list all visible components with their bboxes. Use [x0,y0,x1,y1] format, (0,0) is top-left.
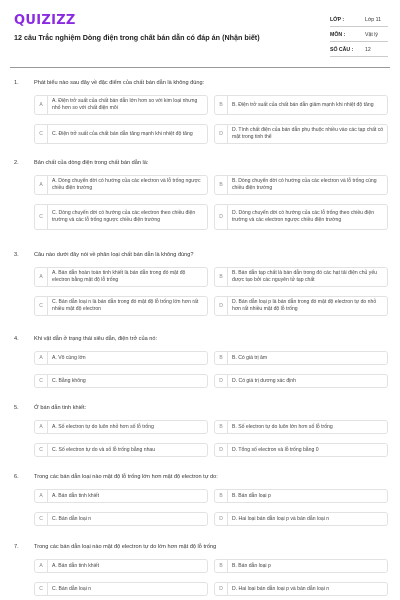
option-b[interactable] [214,175,388,195]
option-letter: B [215,96,228,114]
option-b[interactable] [214,489,388,503]
option-a[interactable] [34,420,208,434]
option-d[interactable] [214,296,388,316]
option-c[interactable] [34,296,208,316]
option-letter: C [35,513,48,525]
question-text: Khi vật dẫn ở trạng thái siêu dẫn, điện trở của nó: [34,336,158,342]
option-text: A. Bán dẫn tinh khiết [52,492,100,499]
option-d[interactable] [214,512,388,526]
option-letter: C [35,375,48,387]
option-text: A. Bán dẫn hoàn toàn tinh khiết là bán dẫn trong đó mật độ electron bằng mật độ lỗ trống [52,270,186,283]
option-b[interactable] [214,559,388,573]
meta-subject-label: MÔN : [330,32,346,38]
option-c[interactable] [34,374,208,388]
option-text: D. Hai loại bán dẫn loại p và bán dẫn loại n [232,585,330,592]
option-letter: C [35,444,48,456]
question-number: 1. [14,80,19,86]
option-text: D. Hai loại bán dẫn loại p và bán dẫn loại n [232,515,330,522]
meta-count-value: 12 [365,47,371,53]
option-letter: D [215,297,228,315]
option-d[interactable] [214,204,388,230]
option-c[interactable] [34,204,208,230]
option-text: A. Số electron tự do luôn nhỏ hơn số lỗ trống [52,423,154,430]
option-b[interactable] [214,420,388,434]
option-text: B. Dòng chuyển dời có hướng của các electron và lỗ trống cùng chiều điện trường [232,178,377,191]
option-b[interactable] [214,351,388,365]
option-c[interactable] [34,512,208,526]
option-c[interactable] [34,582,208,596]
option-letter: B [215,352,228,364]
option-a[interactable] [34,489,208,503]
option-c[interactable] [34,443,208,457]
option-text: C. Bán dẫn loại n [52,515,92,522]
option-letter: B [215,421,228,433]
option-d[interactable] [214,443,388,457]
option-text: A. Dòng chuyển dời có hướng của các electron và lỗ trống ngược chiều điện trường [52,178,201,191]
option-letter: A [35,96,48,114]
meta-question-count [330,44,388,57]
option-letter: D [215,375,228,387]
worksheet-header [0,0,400,66]
option-text: D. Tính chất điện của bán dẫn phụ thuộc nhiều vào các tạp chất có mặt trong tinh thể [232,127,384,140]
question-number: 7. [14,544,19,550]
meta-subject-value: Vật lý [365,32,378,38]
option-text: C. Bằng không [52,377,86,384]
option-letter: D [215,513,228,525]
option-d[interactable] [214,374,388,388]
option-a[interactable] [34,267,208,287]
meta-grade [330,14,388,27]
option-text: B. Số electron tự do luôn lớn hơn số lỗ trống [232,423,333,430]
question-number: 6. [14,474,19,480]
question-number: 4. [14,336,19,342]
option-text: C. Bán dẫn loại n là bán dẫn trong đó mật độ lỗ trống lớn hơn rất nhiều mật độ electron [52,299,199,312]
question-number: 5. [14,405,19,411]
option-letter: A [35,352,48,364]
option-letter: C [35,125,48,143]
option-letter: C [35,297,48,315]
option-letter: B [215,176,228,194]
option-text: C. Bán dẫn loại n [52,585,92,592]
header-divider [10,67,390,68]
question-text: Trong các bán dẫn loại nào mật độ lỗ trống lớn hơn mật độ electron tự do: [34,474,218,480]
option-text: B. Có giá trị âm [232,354,268,361]
option-text: D. Dòng chuyển dời có hướng của các lỗ trống theo chiều điện trường và các electron ngược chiều điện trường [232,210,375,223]
option-text: D. Có giá trị dương xác định [232,377,296,384]
meta-count-label: SỐ CÂU : [330,47,354,53]
option-text: C. Dòng chuyển dời có hướng của các electron theo chiều điện trường và các lỗ trống ngược chiều điện trường [52,210,196,223]
option-text: B. Bán dẫn loại p [232,492,271,499]
option-letter: D [215,583,228,595]
option-b[interactable] [214,95,388,115]
option-letter: B [215,268,228,286]
question-number: 2. [14,160,19,166]
question-number: 3. [14,252,19,258]
option-a[interactable] [34,351,208,365]
option-letter: A [35,176,48,194]
question-text: Trong các bán dẫn loại nào mật độ electron tự do lớn hơn mật độ lỗ trống [34,544,217,550]
question-text: Ở bán dẫn tinh khiết: [34,405,87,411]
option-letter: C [35,583,48,595]
option-letter: A [35,560,48,572]
option-b[interactable] [214,267,388,287]
option-d[interactable] [214,124,388,144]
option-text: C. Số electron tự do và số lỗ trống bằng nhau [52,446,156,453]
option-letter: A [35,421,48,433]
option-letter: A [35,490,48,502]
option-letter: A [35,268,48,286]
question-text: Bản chất của dòng điện trong chất bán dẫn là: [34,160,149,166]
worksheet-title: 12 câu Trắc nghiệm Dòng điện trong chất bán dẫn có đáp án (Nhận biết) [14,33,260,42]
option-text: A. Bán dẫn tinh khiết [52,562,100,569]
option-letter: D [215,205,228,229]
question-text: Câu nào dưới đây nói về phân loại chất bán dẫn là không đúng? [34,252,194,258]
question-text: Phát biểu nào sau đây về đặc điểm của chất bán dẫn là không đúng: [34,80,205,86]
option-letter: B [215,490,228,502]
option-a[interactable] [34,175,208,195]
quizizz-logo: QUIZIZZ [14,13,76,28]
option-text: B. Bán dẫn tạp chất là bán dẫn trong đó các hạt tải điện chủ yếu được tạo bởi các nguyên tử tạp chất [232,270,377,283]
option-text: A. Vô cùng lớn [52,354,86,361]
option-letter: C [35,205,48,229]
option-a[interactable] [34,95,208,115]
meta-grade-label: LỚP : [330,17,345,23]
option-text: A. Điện trở suất của chất bán dẫn lớn hơn so với kim loại nhưng nhỏ hơn so với chất điện môi [52,98,198,111]
option-text: C. Điện trở suất của chất bán dẫn tăng mạnh khi nhiệt độ tăng [52,130,193,137]
option-text: B. Bán dẫn loại p [232,562,271,569]
option-text: D. Tổng số electron và lỗ trống bằng 0 [232,446,319,453]
option-text: B. Điện trở suất của chất bán dẫn giảm mạnh khi nhiệt độ tăng [232,101,374,108]
meta-grade-value: Lớp 11 [365,17,381,23]
option-letter: D [215,125,228,143]
option-letter: B [215,560,228,572]
option-text: D. Bán dẫn loại p là bán dẫn trong đó mật độ electron tự do nhỏ hơn rất nhiều mật độ lỗ trống [232,299,377,312]
option-letter: D [215,444,228,456]
option-c[interactable] [34,124,208,144]
meta-subject [330,29,388,42]
option-a[interactable] [34,559,208,573]
option-d[interactable] [214,582,388,596]
